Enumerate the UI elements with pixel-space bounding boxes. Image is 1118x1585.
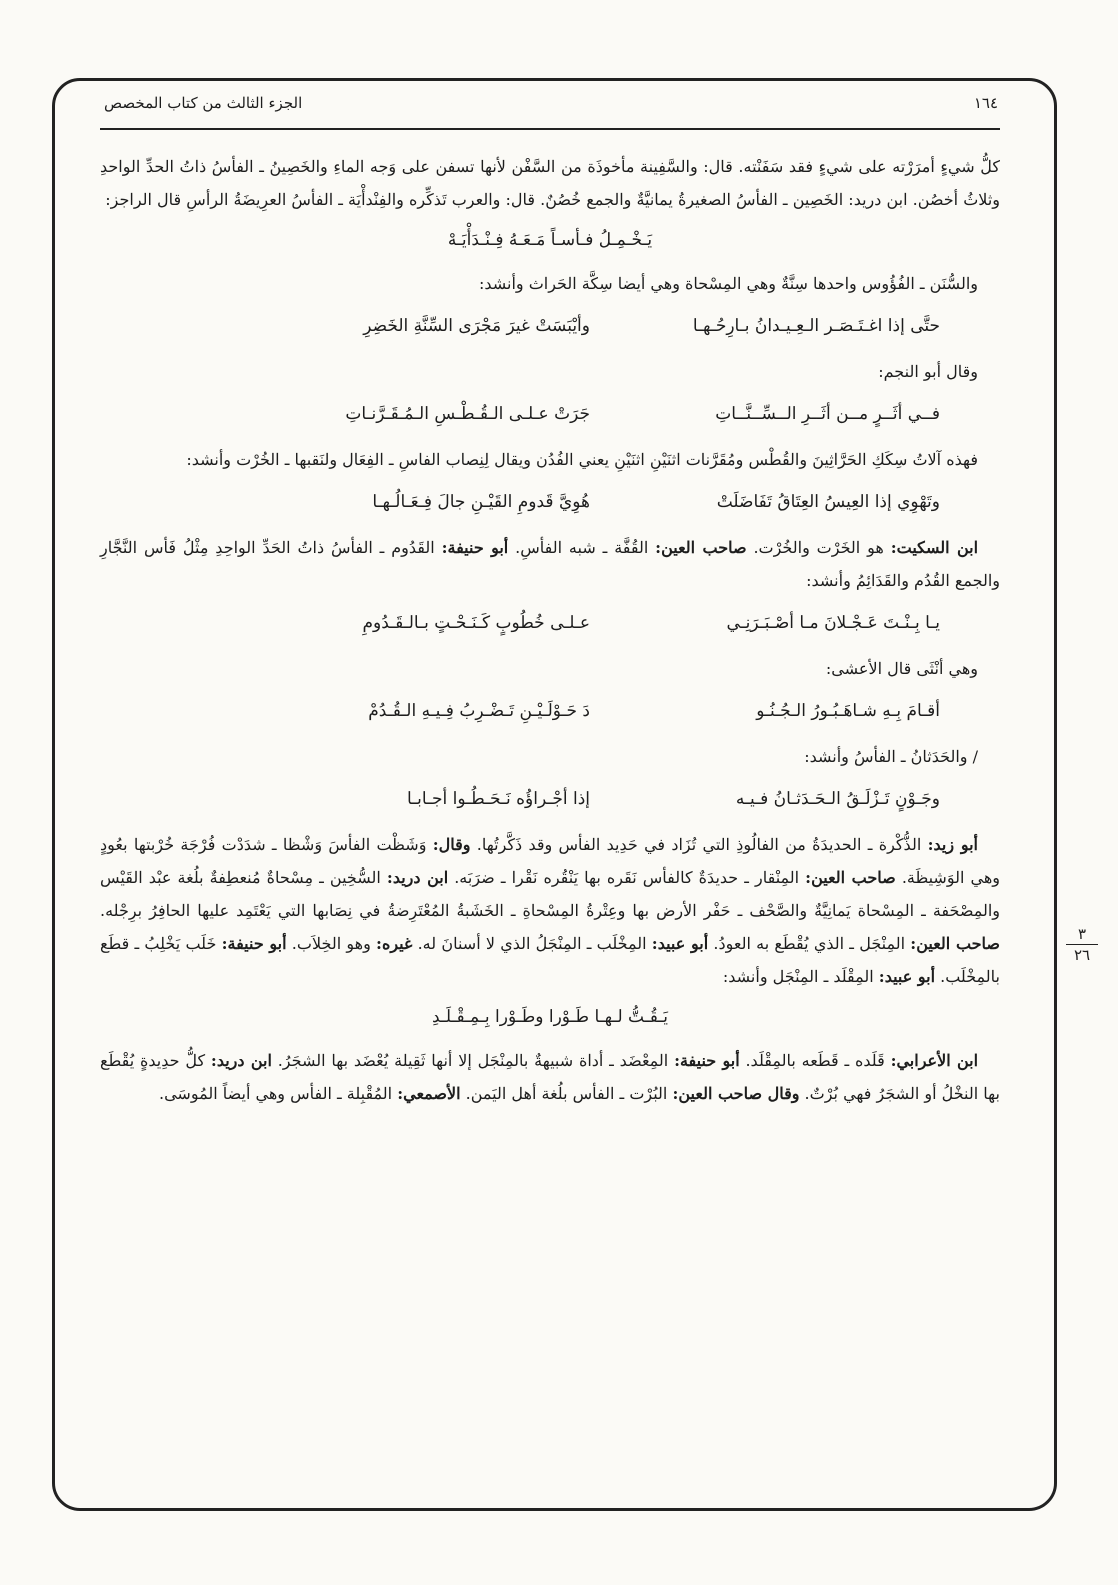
source-text: القُفَّة ـ شبه الفأسِ.	[508, 538, 656, 557]
verse-couplet	[100, 607, 1000, 640]
paragraph: والسُّنَن ـ الفُؤُوس واحدها سِنَّةٌ وهي المِسْحاة وهي أيضا سِكَّة الحَراث وأنشد:	[478, 274, 978, 293]
source-text: وَشَظْت الفأسَ وَشْظا ـ شدَدْت فُرْجَة خُرْبتها بعُودٍ وهي الوَشِيظَة.	[100, 835, 1000, 887]
source-text: الذُّكْرة ـ الحديدَةُ من الفالُوذِ التي تُزَاد في حَدِيد الفأس وقد ذَكَّرتُها.	[470, 835, 928, 854]
page-number: ١٦٤	[973, 94, 998, 112]
verse-couplet	[100, 310, 1000, 343]
source-text: السُّخِين ـ مِسْحاةٌ مُنعطِفةٌ بلُغة عبْد القَيْس والمِصْحَفة ـ المِسْحاة يَمانِيَّةٌ والصَّحْف ـ حَفْر الأرض بها وعِتْرةُ المِسْحاةِ ـ الخَشَبةُ المُعْتَرِضةُ في نِصَابها التي يَعْتَمِد عليها الحافِرُ برِجْله.	[100, 868, 1000, 920]
verse-second-hemistich: وأيْبَسَتْ غيرَ مَجْرَى السِّنَّةِ الخَضِرِ	[363, 316, 590, 336]
verse-first-hemistich: وجَـوْنٍ تَـزْلَـقُ الـحَـدَثـانُ فـيـه	[735, 789, 940, 809]
source-text: هو الخَرْت والخُرْت.	[746, 538, 891, 557]
paragraph	[100, 531, 1000, 597]
source-label: أبو زيد:	[927, 835, 979, 854]
source-text: المِنْقار ـ حديدَةٌ كالفأس نَقَره بها يَنْقُره نَقْرا ـ ضرَبَه.	[448, 868, 806, 887]
source-text: المُقْبِلة ـ الفأس وهي أيضاً المُوسَى.	[159, 1084, 398, 1103]
verse-first-hemistich: يـا بِـنْـتَ عَـجْـلانَ مـا أصْـبَـرَنِـي	[726, 613, 940, 633]
source-label: أبو عبيد:	[878, 967, 936, 986]
verse-first-hemistich: وتَهْوِي إذا العِيسُ العِتَاقُ تَفَاضَلَتْ	[716, 492, 940, 512]
verse-first-hemistich: حتَّى إذا اغـتَـصَـر الـعِـيـدانُ بـارِحُـهـا	[692, 316, 940, 336]
paragraph: كلُّ شيءٍ أمرَرْته على شيءٍ فقد سَفَنْته. قال: والسَّفِينة مأخوذَة من السَّفْن لأنها تسفن على وَجه الماءِ والخَصِينُ ـ الفأسُ ذاتُ الحدِّ الواحدِ وثلاثُ أخصُن. ابن دريد: الخَصِين ـ الفأسُ الصغيرةُ يمانيَّةٌ والجمع خُصُنٌ. قال: والعرب تَذكِّره والفِنْدأْيَة ـ الفأسُ العرِيضَةُ الرأسِ قال الراجز:	[100, 157, 1000, 209]
verse-couplet	[100, 398, 1000, 431]
verse-couplet	[100, 486, 1000, 519]
page-header	[104, 86, 998, 120]
paragraph: وقال أبو النجم:	[878, 362, 978, 381]
verse-second-hemistich: عـلـى خُطُوبٍ كَـنَـحْـتٍ بـالـقَـدُومِ	[362, 613, 590, 633]
source-text: المِقْلَد ـ المِنْجَل وأنشد:	[722, 967, 879, 986]
verse-second-hemistich: هُوِيَّ قَدومِ القَيْـنِ جالَ فِـعَـالُـهـا	[372, 492, 590, 512]
paragraph	[100, 828, 1000, 993]
verse-second-hemistich: جَرَتْ عـلـى الـقُـطْـسِ الـمُـقَـرَّنـاتِ	[345, 404, 590, 424]
source-label: ابن دريد:	[386, 868, 449, 887]
paragraph	[100, 1044, 1000, 1110]
paragraph: وهي أنْثَى قال الأعشى:	[825, 659, 978, 678]
verse-couplet	[100, 783, 1000, 816]
paragraph: / والحَدَثانُ ـ الفأسُ وأنشد:	[804, 747, 978, 766]
source-label: الأصمعي:	[397, 1084, 461, 1103]
source-label: صاحب العين:	[655, 538, 747, 557]
margin-note-bottom: ٢٦	[1073, 946, 1091, 964]
verse-couplet	[100, 695, 1000, 728]
source-label: غيره:	[376, 934, 413, 953]
source-text: البُرْت ـ الفأس بلُغة أهل اليَمن.	[460, 1084, 673, 1103]
source-text: قَلَده ـ قَطَعه بالمِقْلَد.	[739, 1051, 891, 1070]
source-label: وقال صاحب العين:	[672, 1084, 800, 1103]
verse-first-hemistich: فــي أثَــرٍ مــن أثَــرِ الــسِّــنَّــاتِ	[715, 404, 940, 424]
source-label: أبو حنيفة:	[441, 538, 509, 557]
margin-folio-note	[1062, 926, 1102, 963]
header-rule	[100, 128, 1000, 130]
source-label: ابن دريد:	[210, 1051, 272, 1070]
source-text: القَدُوم ـ الفأسُ ذاتُ الحَدِّ الواحِدِ مِثْلُ فَأس النَّجَّارِ والجمع القُدُم والقَدَائِمُ وأنشد:	[100, 538, 1000, 590]
verse-second-hemistich: إذا أجْـراؤُه نَـحَـطُـوا أجـابـا	[406, 789, 590, 809]
source-text: المِعْضَد ـ أداة شبيهةٌ بالمِنْجَل إلا أنها ثَقِيلة يُعْضَد بها الشجَرُ.	[271, 1051, 675, 1070]
source-label: صاحب العين:	[910, 934, 1001, 953]
source-label: صاحب العين:	[805, 868, 896, 887]
margin-note-top: ٣	[1077, 925, 1087, 943]
margin-note-line	[1066, 944, 1098, 945]
verse-line: يَـخْـمِـلُ فـأسـاً مَـعَـهُ فِـنْـدَأْيَـهْ	[447, 230, 653, 250]
source-label: أبو عبيد:	[651, 934, 709, 953]
source-label: ابن الأعرابي:	[890, 1051, 979, 1070]
source-text: خَلَب يَخْلِبُ ـ قطَع بالمِخْلَب.	[100, 934, 1000, 986]
source-label: أبو حنيفة:	[674, 1051, 740, 1070]
source-text: المِنْجَل ـ الذي يُقْطَع به العودُ.	[708, 934, 911, 953]
verse-line: يَـقُـتُّ لـهـا طَـوْرا وطَـوْرا بِـمِـقْـلَـدِ	[431, 1007, 669, 1027]
source-text: كلُّ حدِيدةٍ يُقْطَع بها النخْلُ أو الشجَرُ فهي بُرْتٌ.	[100, 1051, 1000, 1103]
source-label: ابن السكيت:	[890, 538, 979, 557]
paragraph: فهذه آلاتُ سِكَكِ الحَرَّاثِينَ والقُطْس ومُقَرَّنات اثنَيْنِ اثنَيْنِ يعني الفُدُن ويقال لِنِصاب الفاسِ ـ الفِعَال ولنَقبها ـ الخُرْت وأنشد:	[186, 450, 978, 469]
book-title: الجزء الثالث من كتاب المخصص	[104, 94, 303, 112]
verse-second-hemistich: دَ حَـوْلَـيْـنِ تَـضْـرِبُ فِـيـهِ الـقُـدُمْ	[368, 701, 590, 721]
source-label: وقال:	[432, 835, 471, 854]
verse-first-hemistich: أقـامَ بِـهِ شـاهَـبُـورُ الـجُـنُـو	[756, 701, 940, 721]
page-body	[100, 150, 1000, 1110]
source-text: المِخْلَب ـ المِنْجَلُ الذي لا أسنانَ له.	[412, 934, 652, 953]
source-text: وهو الخِلاَب.	[286, 934, 377, 953]
source-label: أبو حنيفة:	[221, 934, 287, 953]
